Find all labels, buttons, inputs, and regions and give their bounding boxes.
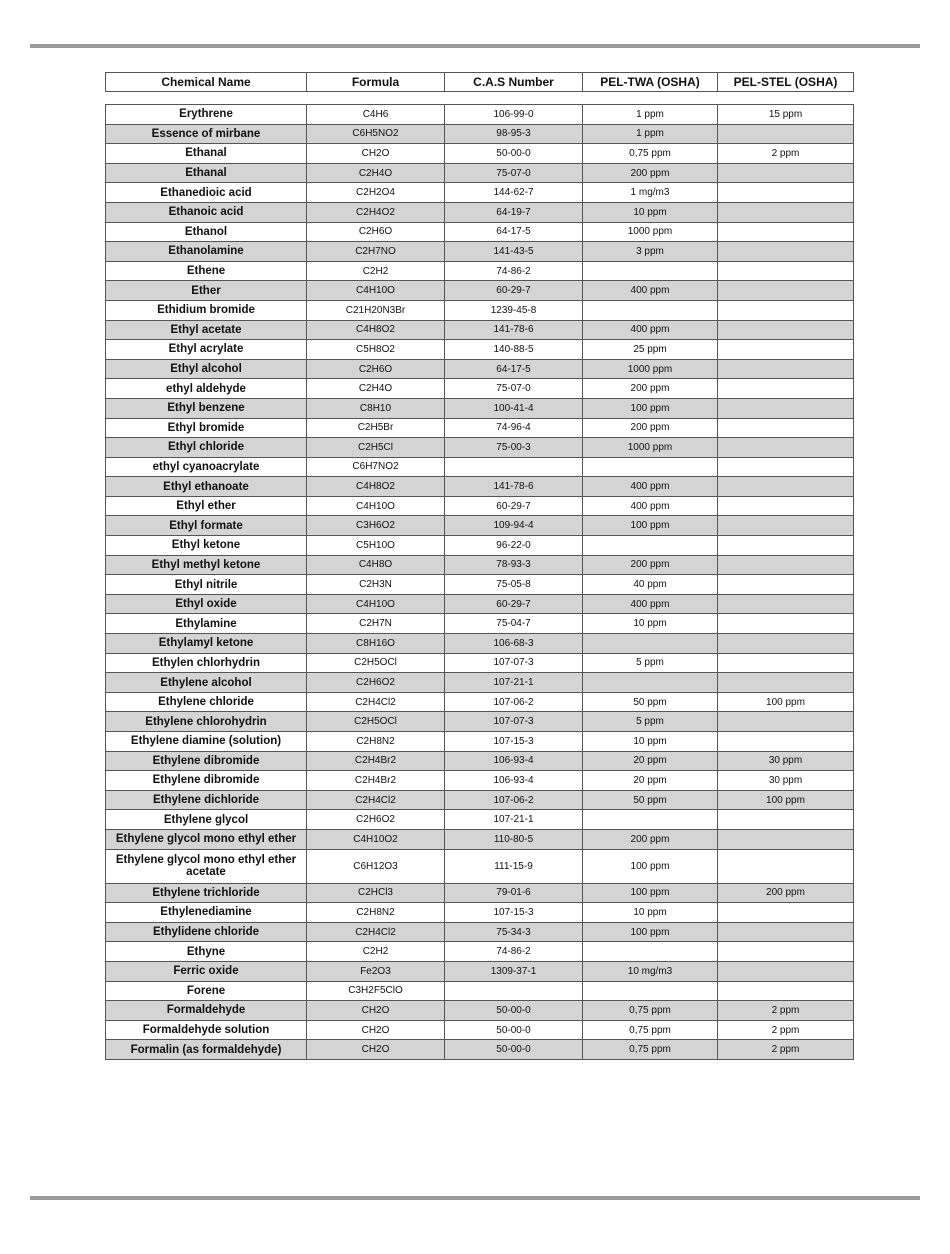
cas-number-cell: 74-96-4 xyxy=(445,418,583,438)
formula-cell: C2H7N xyxy=(307,614,445,634)
chemical-name-cell: Ethyl methyl ketone xyxy=(106,555,307,575)
table-row xyxy=(106,849,854,883)
table-row xyxy=(106,961,854,981)
table-row xyxy=(106,653,854,673)
pel-twa-cell: 100 ppm xyxy=(583,398,718,418)
pel-stel-cell xyxy=(718,536,854,556)
pel-stel-cell xyxy=(718,418,854,438)
formula-cell: C2H4Cl2 xyxy=(307,692,445,712)
table-row xyxy=(106,1020,854,1040)
pel-twa-cell: 20 ppm xyxy=(583,751,718,771)
chemical-name-cell: Formaldehyde xyxy=(106,1001,307,1021)
chemical-table xyxy=(105,104,854,1060)
table-header xyxy=(105,72,854,92)
pel-twa-cell xyxy=(583,300,718,320)
formula-cell: C4H10O xyxy=(307,594,445,614)
formula-cell: CH2O xyxy=(307,1001,445,1021)
formula-cell: C4H8O2 xyxy=(307,320,445,340)
table-row xyxy=(106,712,854,732)
formula-cell: C4H8O xyxy=(307,555,445,575)
cas-number-cell: 74-86-2 xyxy=(445,942,583,962)
chemical-name-cell: Ethanoic acid xyxy=(106,202,307,222)
pel-twa-cell: 100 ppm xyxy=(583,922,718,942)
pel-stel-cell xyxy=(718,594,854,614)
table-row xyxy=(106,379,854,399)
formula-cell: C2H6O xyxy=(307,222,445,242)
cas-number-cell: 110-80-5 xyxy=(445,829,583,849)
cas-number-cell: 50-00-0 xyxy=(445,1040,583,1060)
table-row xyxy=(106,457,854,477)
pel-stel-cell xyxy=(718,242,854,262)
table-row xyxy=(106,922,854,942)
pel-twa-cell xyxy=(583,810,718,830)
formula-cell: C6H5NO2 xyxy=(307,124,445,144)
bottom-rule xyxy=(30,1196,920,1200)
pel-stel-cell xyxy=(718,829,854,849)
pel-stel-cell: 2 ppm xyxy=(718,1040,854,1060)
pel-twa-cell: 400 ppm xyxy=(583,281,718,301)
cas-number-cell: 107-21-1 xyxy=(445,673,583,693)
pel-twa-cell: 100 ppm xyxy=(583,883,718,903)
pel-stel-cell xyxy=(718,222,854,242)
pel-stel-cell xyxy=(718,261,854,281)
cas-number-cell: 75-04-7 xyxy=(445,614,583,634)
pel-twa-cell: 400 ppm xyxy=(583,496,718,516)
pel-twa-cell: 100 ppm xyxy=(583,516,718,536)
table-row xyxy=(106,438,854,458)
table-row xyxy=(106,810,854,830)
pel-twa-cell: 100 ppm xyxy=(583,849,718,883)
cas-number-cell: 107-07-3 xyxy=(445,653,583,673)
chemical-name-cell: Ethanedioic acid xyxy=(106,183,307,203)
pel-twa-cell: 1 ppm xyxy=(583,105,718,125)
chemical-name-cell: Ethylene glycol mono ethyl ether acetate xyxy=(106,849,307,883)
cas-number-cell: 78-93-3 xyxy=(445,555,583,575)
table-row xyxy=(106,594,854,614)
formula-cell: C2HCl3 xyxy=(307,883,445,903)
formula-cell: C3H6O2 xyxy=(307,516,445,536)
table-row xyxy=(106,340,854,360)
pel-stel-cell xyxy=(718,281,854,301)
chemical-name-cell: Ethylamyl ketone xyxy=(106,634,307,654)
table-row xyxy=(106,1001,854,1021)
header-pel-twa: PEL-TWA (OSHA) xyxy=(583,73,718,92)
pel-stel-cell xyxy=(718,961,854,981)
chemical-name-cell: Ethylene dibromide xyxy=(106,751,307,771)
chemical-name-cell: Ethyl ether xyxy=(106,496,307,516)
pel-stel-cell xyxy=(718,320,854,340)
cas-number-cell: 107-06-2 xyxy=(445,790,583,810)
formula-cell: C2H4O xyxy=(307,379,445,399)
table-row xyxy=(106,222,854,242)
pel-stel-cell xyxy=(718,712,854,732)
formula-cell: C4H10O xyxy=(307,281,445,301)
cas-number-cell: 1309-37-1 xyxy=(445,961,583,981)
cas-number-cell: 50-00-0 xyxy=(445,144,583,164)
chemical-name-cell: Ethanolamine xyxy=(106,242,307,262)
pel-twa-cell xyxy=(583,536,718,556)
table-row xyxy=(106,105,854,125)
formula-cell: C2H4O2 xyxy=(307,202,445,222)
cas-number-cell: 79-01-6 xyxy=(445,883,583,903)
pel-stel-cell xyxy=(718,379,854,399)
chemical-name-cell: Ethylene dichloride xyxy=(106,790,307,810)
formula-cell: CH2O xyxy=(307,1020,445,1040)
table-row xyxy=(106,516,854,536)
pel-twa-cell xyxy=(583,673,718,693)
pel-stel-cell xyxy=(718,457,854,477)
table-row xyxy=(106,144,854,164)
table-row xyxy=(106,903,854,923)
cas-number-cell: 107-15-3 xyxy=(445,732,583,752)
formula-cell: C2H3N xyxy=(307,575,445,595)
table-row xyxy=(106,732,854,752)
chemical-name-cell: Ethylene diamine (solution) xyxy=(106,732,307,752)
formula-cell: C2H8N2 xyxy=(307,732,445,752)
chemical-name-cell: Ethyl bromide xyxy=(106,418,307,438)
pel-stel-cell xyxy=(718,340,854,360)
cas-number-cell: 75-07-0 xyxy=(445,379,583,399)
chemical-name-cell: Ethyl ethanoate xyxy=(106,477,307,497)
pel-twa-cell: 10 ppm xyxy=(583,732,718,752)
formula-cell: C4H6 xyxy=(307,105,445,125)
table-row xyxy=(106,202,854,222)
chemical-name-cell: Ethyl nitrile xyxy=(106,575,307,595)
pel-twa-cell xyxy=(583,981,718,1001)
cas-number-cell: 111-15-9 xyxy=(445,849,583,883)
formula-cell: C21H20N3Br xyxy=(307,300,445,320)
formula-cell: CH2O xyxy=(307,144,445,164)
pel-stel-cell: 30 ppm xyxy=(718,771,854,791)
table-row xyxy=(106,771,854,791)
table-row xyxy=(106,829,854,849)
cas-number-cell: 106-99-0 xyxy=(445,105,583,125)
pel-twa-cell: 0,75 ppm xyxy=(583,1001,718,1021)
chemical-name-cell: Ethyl ketone xyxy=(106,536,307,556)
cas-number-cell: 144-62-7 xyxy=(445,183,583,203)
chemical-name-cell: Ethyl acrylate xyxy=(106,340,307,360)
chemical-name-cell: Ethylenediamine xyxy=(106,903,307,923)
header-cas-number: C.A.S Number xyxy=(445,73,583,92)
formula-cell: C2H4Br2 xyxy=(307,771,445,791)
cas-number-cell: 106-93-4 xyxy=(445,751,583,771)
table-row xyxy=(106,673,854,693)
chemical-name-cell: ethyl aldehyde xyxy=(106,379,307,399)
pel-stel-cell xyxy=(718,438,854,458)
cas-number-cell: 107-06-2 xyxy=(445,692,583,712)
cas-number-cell: 100-41-4 xyxy=(445,398,583,418)
pel-stel-cell xyxy=(718,359,854,379)
chemical-name-cell: Formaldehyde solution xyxy=(106,1020,307,1040)
cas-number-cell: 50-00-0 xyxy=(445,1001,583,1021)
formula-cell: C2H4O xyxy=(307,163,445,183)
chemical-name-cell: Erythrene xyxy=(106,105,307,125)
table-row xyxy=(106,242,854,262)
formula-cell: C5H8O2 xyxy=(307,340,445,360)
cas-number-cell: 50-00-0 xyxy=(445,1020,583,1040)
table-row xyxy=(106,536,854,556)
table-row xyxy=(106,163,854,183)
pel-twa-cell: 20 ppm xyxy=(583,771,718,791)
formula-cell: C2H6O2 xyxy=(307,810,445,830)
pel-stel-cell xyxy=(718,634,854,654)
cas-number-cell: 140-88-5 xyxy=(445,340,583,360)
chemical-name-cell: Ethylen chlorhydrin xyxy=(106,653,307,673)
chemical-name-cell: ethyl cyanoacrylate xyxy=(106,457,307,477)
table-row xyxy=(106,398,854,418)
cas-number-cell: 64-17-5 xyxy=(445,222,583,242)
chemical-name-cell: Ethanal xyxy=(106,163,307,183)
chemical-name-cell: Formalin (as formaldehyde) xyxy=(106,1040,307,1060)
pel-twa-cell: 400 ppm xyxy=(583,594,718,614)
pel-twa-cell: 200 ppm xyxy=(583,163,718,183)
pel-stel-cell xyxy=(718,732,854,752)
pel-twa-cell: 5 ppm xyxy=(583,712,718,732)
formula-cell: C8H16O xyxy=(307,634,445,654)
cas-number-cell: 107-21-1 xyxy=(445,810,583,830)
pel-stel-cell xyxy=(718,477,854,497)
chemical-name-cell: Ferric oxide xyxy=(106,961,307,981)
cas-number-cell: 106-93-4 xyxy=(445,771,583,791)
pel-stel-cell xyxy=(718,163,854,183)
chemical-name-cell: Ethylene glycol mono ethyl ether xyxy=(106,829,307,849)
pel-twa-cell: 40 ppm xyxy=(583,575,718,595)
formula-cell: C2H6O2 xyxy=(307,673,445,693)
pel-twa-cell: 10 ppm xyxy=(583,202,718,222)
pel-twa-cell: 1 mg/m3 xyxy=(583,183,718,203)
pel-twa-cell: 0,75 ppm xyxy=(583,144,718,164)
pel-stel-cell xyxy=(718,496,854,516)
pel-stel-cell xyxy=(718,300,854,320)
pel-stel-cell xyxy=(718,516,854,536)
pel-stel-cell xyxy=(718,810,854,830)
formula-cell: C4H8O2 xyxy=(307,477,445,497)
table-row xyxy=(106,790,854,810)
chemical-name-cell: Ethyl oxide xyxy=(106,594,307,614)
pel-stel-cell: 2 ppm xyxy=(718,1001,854,1021)
formula-cell: C4H10O2 xyxy=(307,829,445,849)
cas-number-cell xyxy=(445,981,583,1001)
header-chemical-name: Chemical Name xyxy=(106,73,307,92)
pel-stel-cell xyxy=(718,922,854,942)
chemical-name-cell: Ethidium bromide xyxy=(106,300,307,320)
chemical-name-cell: Essence of mirbane xyxy=(106,124,307,144)
pel-twa-cell: 50 ppm xyxy=(583,790,718,810)
pel-stel-cell: 30 ppm xyxy=(718,751,854,771)
cas-number-cell: 75-34-3 xyxy=(445,922,583,942)
chemical-name-cell: Ethyne xyxy=(106,942,307,962)
chemical-name-cell: Ethylene trichloride xyxy=(106,883,307,903)
formula-cell: C2H2 xyxy=(307,261,445,281)
table-row xyxy=(106,183,854,203)
table-row xyxy=(106,555,854,575)
pel-stel-cell: 200 ppm xyxy=(718,883,854,903)
pel-twa-cell: 0,75 ppm xyxy=(583,1040,718,1060)
cas-number-cell: 75-07-0 xyxy=(445,163,583,183)
pel-twa-cell: 10 ppm xyxy=(583,614,718,634)
cas-number-cell: 107-15-3 xyxy=(445,903,583,923)
cas-number-cell xyxy=(445,457,583,477)
cas-number-cell: 141-43-5 xyxy=(445,242,583,262)
table-row xyxy=(106,634,854,654)
formula-cell: C2H4Br2 xyxy=(307,751,445,771)
table-row xyxy=(106,942,854,962)
pel-stel-cell xyxy=(718,555,854,575)
pel-twa-cell xyxy=(583,634,718,654)
pel-stel-cell: 100 ppm xyxy=(718,790,854,810)
chemical-name-cell: Ethylene glycol xyxy=(106,810,307,830)
table-row xyxy=(106,320,854,340)
pel-twa-cell: 3 ppm xyxy=(583,242,718,262)
table-row xyxy=(106,359,854,379)
table-row xyxy=(106,1040,854,1060)
pel-twa-cell: 400 ppm xyxy=(583,320,718,340)
cas-number-cell: 109-94-4 xyxy=(445,516,583,536)
chemical-name-cell: Ethanal xyxy=(106,144,307,164)
pel-stel-cell: 15 ppm xyxy=(718,105,854,125)
formula-cell: C2H5Cl xyxy=(307,438,445,458)
pel-twa-cell: 50 ppm xyxy=(583,692,718,712)
pel-twa-cell: 1000 ppm xyxy=(583,438,718,458)
formula-cell: C5H10O xyxy=(307,536,445,556)
cas-number-cell: 64-19-7 xyxy=(445,202,583,222)
formula-cell: C2H6O xyxy=(307,359,445,379)
pel-stel-cell xyxy=(718,614,854,634)
top-rule xyxy=(30,44,920,48)
table-row xyxy=(106,496,854,516)
pel-stel-cell: 100 ppm xyxy=(718,692,854,712)
pel-twa-cell: 0,75 ppm xyxy=(583,1020,718,1040)
pel-stel-cell xyxy=(718,903,854,923)
pel-stel-cell xyxy=(718,202,854,222)
header-pel-stel: PEL-STEL (OSHA) xyxy=(718,73,854,92)
formula-cell: C2H4Cl2 xyxy=(307,790,445,810)
header-formula: Formula xyxy=(307,73,445,92)
cas-number-cell: 141-78-6 xyxy=(445,320,583,340)
cas-number-cell: 96-22-0 xyxy=(445,536,583,556)
pel-twa-cell: 10 mg/m3 xyxy=(583,961,718,981)
pel-stel-cell: 2 ppm xyxy=(718,144,854,164)
table-row xyxy=(106,477,854,497)
formula-cell: C6H12O3 xyxy=(307,849,445,883)
table-row xyxy=(106,418,854,438)
pel-twa-cell: 1000 ppm xyxy=(583,222,718,242)
table-row xyxy=(106,281,854,301)
chemical-name-cell: Ethylidene chloride xyxy=(106,922,307,942)
pel-twa-cell: 200 ppm xyxy=(583,555,718,575)
chemical-name-cell: Ethylene alcohol xyxy=(106,673,307,693)
cas-number-cell: 1239-45-8 xyxy=(445,300,583,320)
formula-cell: C2H7NO xyxy=(307,242,445,262)
chemical-name-cell: Ethene xyxy=(106,261,307,281)
table-row xyxy=(106,614,854,634)
table-row xyxy=(106,300,854,320)
pel-stel-cell xyxy=(718,942,854,962)
cas-number-cell: 60-29-7 xyxy=(445,496,583,516)
formula-cell: C2H5Br xyxy=(307,418,445,438)
cas-number-cell: 75-05-8 xyxy=(445,575,583,595)
table-row xyxy=(106,124,854,144)
chemical-name-cell: Ethyl benzene xyxy=(106,398,307,418)
chemical-name-cell: Ethylene dibromide xyxy=(106,771,307,791)
pel-twa-cell: 1000 ppm xyxy=(583,359,718,379)
table-row xyxy=(106,692,854,712)
table-row xyxy=(106,981,854,1001)
pel-stel-cell xyxy=(718,398,854,418)
pel-twa-cell: 1 ppm xyxy=(583,124,718,144)
chemical-name-cell: Ethanol xyxy=(106,222,307,242)
chemical-name-cell: Ethyl alcohol xyxy=(106,359,307,379)
formula-cell: C8H10 xyxy=(307,398,445,418)
cas-number-cell: 98-95-3 xyxy=(445,124,583,144)
cas-number-cell: 106-68-3 xyxy=(445,634,583,654)
pel-twa-cell: 200 ppm xyxy=(583,418,718,438)
chemical-name-cell: Ethyl formate xyxy=(106,516,307,536)
pel-twa-cell: 5 ppm xyxy=(583,653,718,673)
table-row xyxy=(106,751,854,771)
pel-twa-cell: 25 ppm xyxy=(583,340,718,360)
formula-cell: C2H8N2 xyxy=(307,903,445,923)
formula-cell: C2H2 xyxy=(307,942,445,962)
table-row xyxy=(106,575,854,595)
cas-number-cell: 74-86-2 xyxy=(445,261,583,281)
pel-twa-cell: 400 ppm xyxy=(583,477,718,497)
table-row xyxy=(106,883,854,903)
pel-stel-cell xyxy=(718,183,854,203)
formula-cell: C2H5OCl xyxy=(307,653,445,673)
pel-twa-cell: 200 ppm xyxy=(583,829,718,849)
formula-cell: C2H5OCl xyxy=(307,712,445,732)
table-row xyxy=(106,261,854,281)
pel-stel-cell xyxy=(718,673,854,693)
pel-stel-cell xyxy=(718,575,854,595)
chemical-name-cell: Ether xyxy=(106,281,307,301)
cas-number-cell: 107-07-3 xyxy=(445,712,583,732)
chemical-name-cell: Ethylene chlorohydrin xyxy=(106,712,307,732)
pel-stel-cell xyxy=(718,981,854,1001)
pel-twa-cell: 10 ppm xyxy=(583,903,718,923)
formula-cell: C6H7NO2 xyxy=(307,457,445,477)
chemical-name-cell: Ethyl chloride xyxy=(106,438,307,458)
chemical-name-cell: Ethyl acetate xyxy=(106,320,307,340)
cas-number-cell: 64-17-5 xyxy=(445,359,583,379)
formula-cell: C3H2F5ClO xyxy=(307,981,445,1001)
pel-stel-cell xyxy=(718,653,854,673)
chemical-name-cell: Ethylamine xyxy=(106,614,307,634)
formula-cell: C4H10O xyxy=(307,496,445,516)
cas-number-cell: 60-29-7 xyxy=(445,281,583,301)
pel-twa-cell: 200 ppm xyxy=(583,379,718,399)
pel-stel-cell xyxy=(718,849,854,883)
formula-cell: C2H4Cl2 xyxy=(307,922,445,942)
formula-cell: Fe2O3 xyxy=(307,961,445,981)
pel-twa-cell xyxy=(583,942,718,962)
pel-stel-cell: 2 ppm xyxy=(718,1020,854,1040)
formula-cell: CH2O xyxy=(307,1040,445,1060)
formula-cell: C2H2O4 xyxy=(307,183,445,203)
cas-number-cell: 75-00-3 xyxy=(445,438,583,458)
pel-twa-cell xyxy=(583,261,718,281)
cas-number-cell: 141-78-6 xyxy=(445,477,583,497)
chemical-name-cell: Ethylene chloride xyxy=(106,692,307,712)
pel-stel-cell xyxy=(718,124,854,144)
chemical-name-cell: Forene xyxy=(106,981,307,1001)
pel-twa-cell xyxy=(583,457,718,477)
cas-number-cell: 60-29-7 xyxy=(445,594,583,614)
